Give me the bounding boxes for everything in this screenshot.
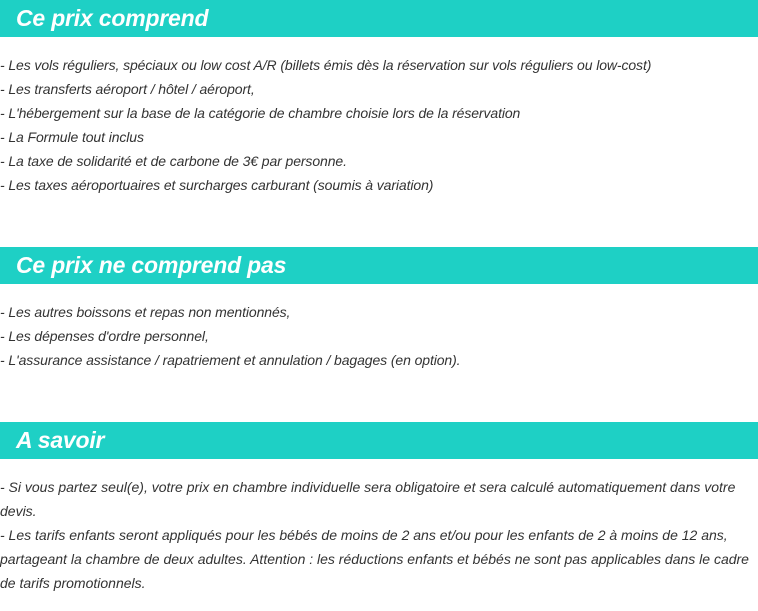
list-item: - Les autres boissons et repas non mentionnés, <box>0 304 291 320</box>
list-item: - Les transferts aéroport / hôtel / aéroport, <box>0 81 255 97</box>
section-header-not-included <box>0 247 758 284</box>
list-item: - Si vous partez seul(e), votre prix en chambre individuelle sera obligatoire et sera calculé automatiquement dans votre devis. <box>0 479 736 519</box>
list-item: - L'assurance assistance / rapatriement et annulation / bagages (en option). <box>0 352 461 368</box>
list-item: - La Formule tout inclus <box>0 129 144 145</box>
list-item: - Les vols réguliers, spéciaux ou low cost A/R (billets émis dès la réservation sur vols réguliers ou low-cost) <box>0 57 652 73</box>
section-header-good-to-know <box>0 422 758 459</box>
list-item: - Les taxes aéroportuaires et surcharges carburant (soumis à variation) <box>0 177 434 193</box>
section-title-included: Ce prix comprend <box>16 5 209 31</box>
section-header-included <box>0 0 758 37</box>
list-item: - L'hébergement sur la base de la catégorie de chambre choisie lors de la réservation <box>0 105 521 121</box>
section-body-good-to-know <box>0 475 758 595</box>
section-title-good-to-know: A savoir <box>16 427 105 453</box>
section-body-not-included <box>0 300 758 372</box>
list-item: - Les dépenses d'ordre personnel, <box>0 328 209 344</box>
section-body-included <box>0 53 758 197</box>
section-title-not-included: Ce prix ne comprend pas <box>16 252 287 278</box>
list-item: - Les tarifs enfants seront appliqués pour les bébés de moins de 2 ans et/ou pour les enfants de 2 à moins de 12 ans, partageant la chambre de deux adultes. Attention : les réductions enfants et bébés ne sont pas applicables dans le cadre de tarifs promotionnels. <box>0 527 749 591</box>
list-item: - La taxe de solidarité et de carbone de 3€ par personne. <box>0 153 347 169</box>
